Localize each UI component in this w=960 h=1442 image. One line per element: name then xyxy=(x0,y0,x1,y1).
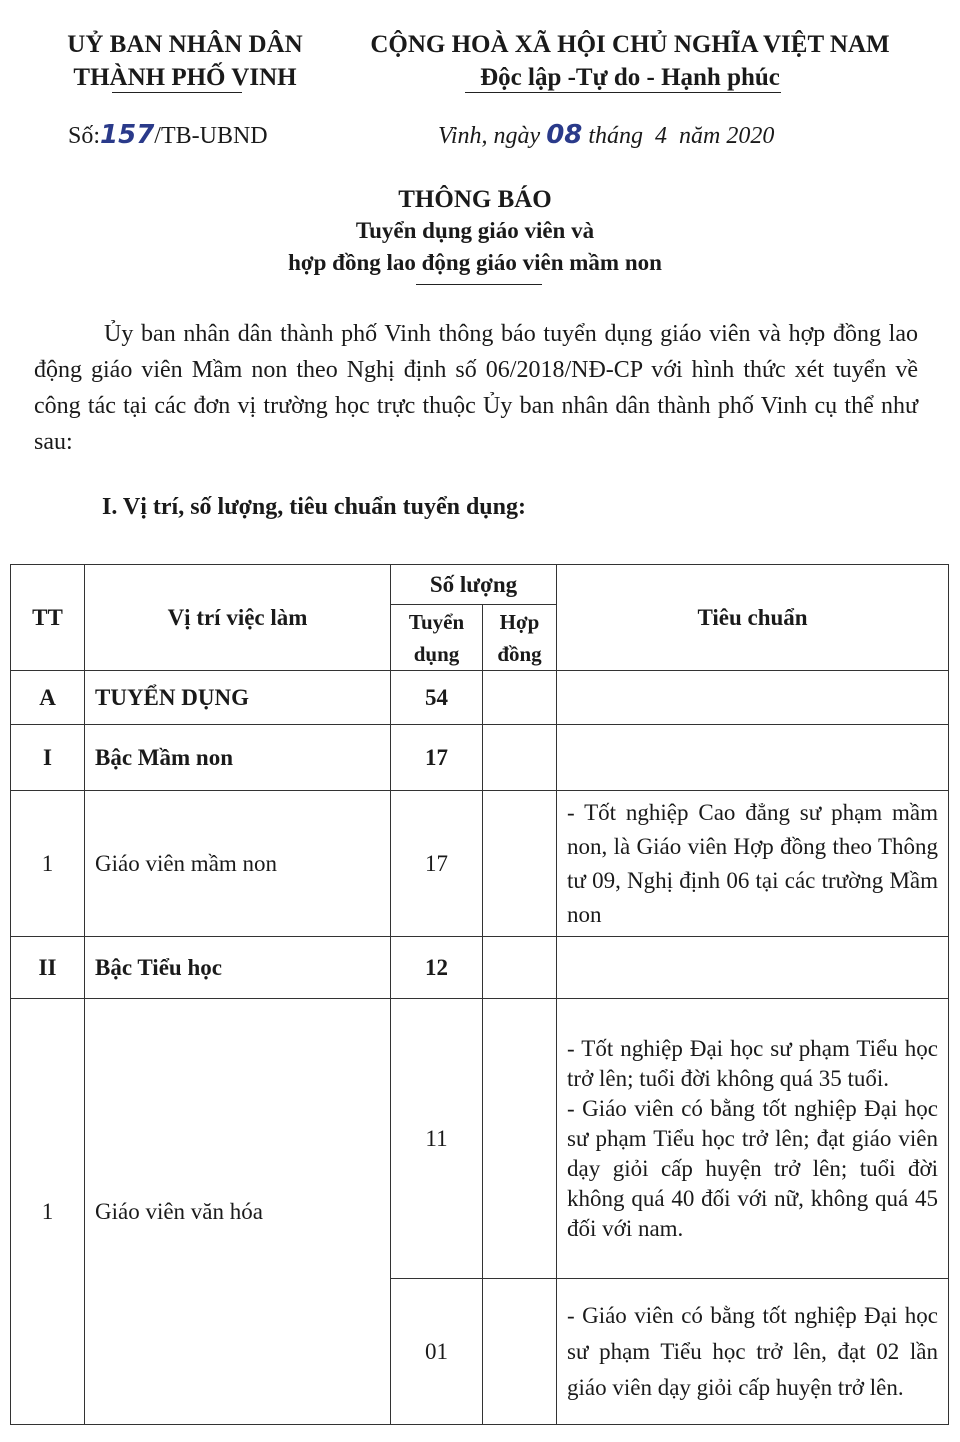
row-contract xyxy=(483,725,557,791)
row-standard xyxy=(557,1279,949,1425)
nation-name: CỘNG HOÀ XÃ HỘI CHỦ NGHĨA VIỆT NAM xyxy=(370,31,890,58)
recruitment-table xyxy=(10,564,949,1425)
national-motto xyxy=(330,28,930,94)
row-standard xyxy=(557,725,949,791)
row-recruit: 54 xyxy=(391,671,483,725)
row-standard xyxy=(557,671,949,725)
header-contract-line-2: đồng xyxy=(497,641,542,666)
date-prefix: Vinh, ngày xyxy=(438,123,547,149)
row-contract xyxy=(483,999,557,1279)
row-position: TUYỂN DỤNG xyxy=(85,671,391,725)
title-underline xyxy=(416,284,542,285)
standard-item: - Giáo viên có bằng tốt nghiệp Đại học sư phạm Tiểu học trở lên; đạt giáo viên dạy giỏi cấp huyện trở lên; tuổi đời không quá 40 đối với nữ, không quá 45 đối với nam. xyxy=(567,1095,939,1241)
header-position: Vị trí việc làm xyxy=(85,565,391,671)
document-subtitle-line-1: Tuyển dụng giáo viên và xyxy=(355,218,595,243)
document-number xyxy=(68,120,268,150)
row-position: Giáo viên mầm non xyxy=(85,791,391,937)
authority-line-2: THÀNH PHỐ VINH xyxy=(73,64,297,91)
row-contract xyxy=(483,791,557,937)
table-row xyxy=(11,791,949,937)
row-position: Bậc Tiểu học xyxy=(85,937,391,999)
document-title: THÔNG BÁO xyxy=(398,186,552,213)
row-standard xyxy=(557,937,949,999)
doc-number-prefix: Số: xyxy=(68,123,101,149)
row-contract xyxy=(483,1279,557,1425)
row-recruit: 17 xyxy=(391,791,483,937)
standard-item: - Giáo viên có bằng tốt nghiệp Đại học sư phạm Tiểu học trở lên, đạt 02 lần giáo viên dạy giỏi cấp huyện trở lên. xyxy=(567,1302,939,1400)
header-quantity: Số lượng xyxy=(391,565,557,605)
row-contract xyxy=(483,937,557,999)
header-contract xyxy=(483,605,557,671)
row-position: Giáo viên văn hóa xyxy=(85,999,391,1425)
motto: Độc lập -Tự do - Hạnh phúc xyxy=(480,64,780,91)
row-tt: A xyxy=(11,671,85,725)
issuing-authority xyxy=(40,28,330,94)
date-rest: tháng 4 năm 2020 xyxy=(582,123,775,149)
header-recruit-line-2: dụng xyxy=(413,641,460,666)
row-recruit: 17 xyxy=(391,725,483,791)
row-tt: 1 xyxy=(11,999,85,1425)
row-recruit: 11 xyxy=(391,999,483,1279)
authority-underline xyxy=(112,92,242,93)
row-standard xyxy=(557,999,949,1279)
row-recruit: 12 xyxy=(391,937,483,999)
row-standard: - Tốt nghiệp Cao đẳng sư phạm mầm non, là Giáo viên Hợp đồng theo Thông tư 09, Nghị định 06 tại các trường Mầm non xyxy=(557,791,949,937)
table-row xyxy=(11,671,949,725)
row-tt: 1 xyxy=(11,791,85,937)
row-tt: I xyxy=(11,725,85,791)
table-row xyxy=(11,725,949,791)
row-recruit: 01 xyxy=(391,1279,483,1425)
section-heading: I. Vị trí, số lượng, tiêu chuẩn tuyển dụng: xyxy=(102,494,526,520)
motto-underline xyxy=(465,92,781,93)
standard-item: - Tốt nghiệp Đại học sư phạm Tiểu học trở lên; tuổi đời không quá 35 tuổi. xyxy=(567,1035,939,1091)
header-recruit xyxy=(391,605,483,671)
header-standard: Tiêu chuẩn xyxy=(557,565,949,671)
header-tt: TT xyxy=(11,565,85,671)
row-tt: II xyxy=(11,937,85,999)
row-contract xyxy=(483,671,557,725)
issue-date xyxy=(438,120,774,150)
header-contract-line-1: Hợp xyxy=(499,609,540,634)
document-subtitle-line-2: hợp đồng lao động giáo viên mầm non xyxy=(288,250,662,275)
row-position: Bậc Mầm non xyxy=(85,725,391,791)
header-recruit-line-1: Tuyển xyxy=(408,609,465,634)
doc-number-handwritten: 157 xyxy=(100,120,155,150)
date-day-handwritten: 08 xyxy=(546,120,583,150)
authority-line-1: UỶ BAN NHÂN DÂN xyxy=(67,31,303,58)
table-row xyxy=(11,937,949,999)
table-row xyxy=(11,999,949,1279)
doc-number-suffix: /TB-UBND xyxy=(154,123,268,149)
intro-paragraph: Ủy ban nhân dân thành phố Vinh thông báo tuyển dụng giáo viên và hợp đồng lao động giáo viên Mầm non theo Nghị định số 06/2018/NĐ-CP với hình thức xét tuyển về công tác tại các đơn vị trường học trực thuộc Ủy ban nhân dân thành phố Vinh cụ thể như sau: xyxy=(34,321,918,455)
